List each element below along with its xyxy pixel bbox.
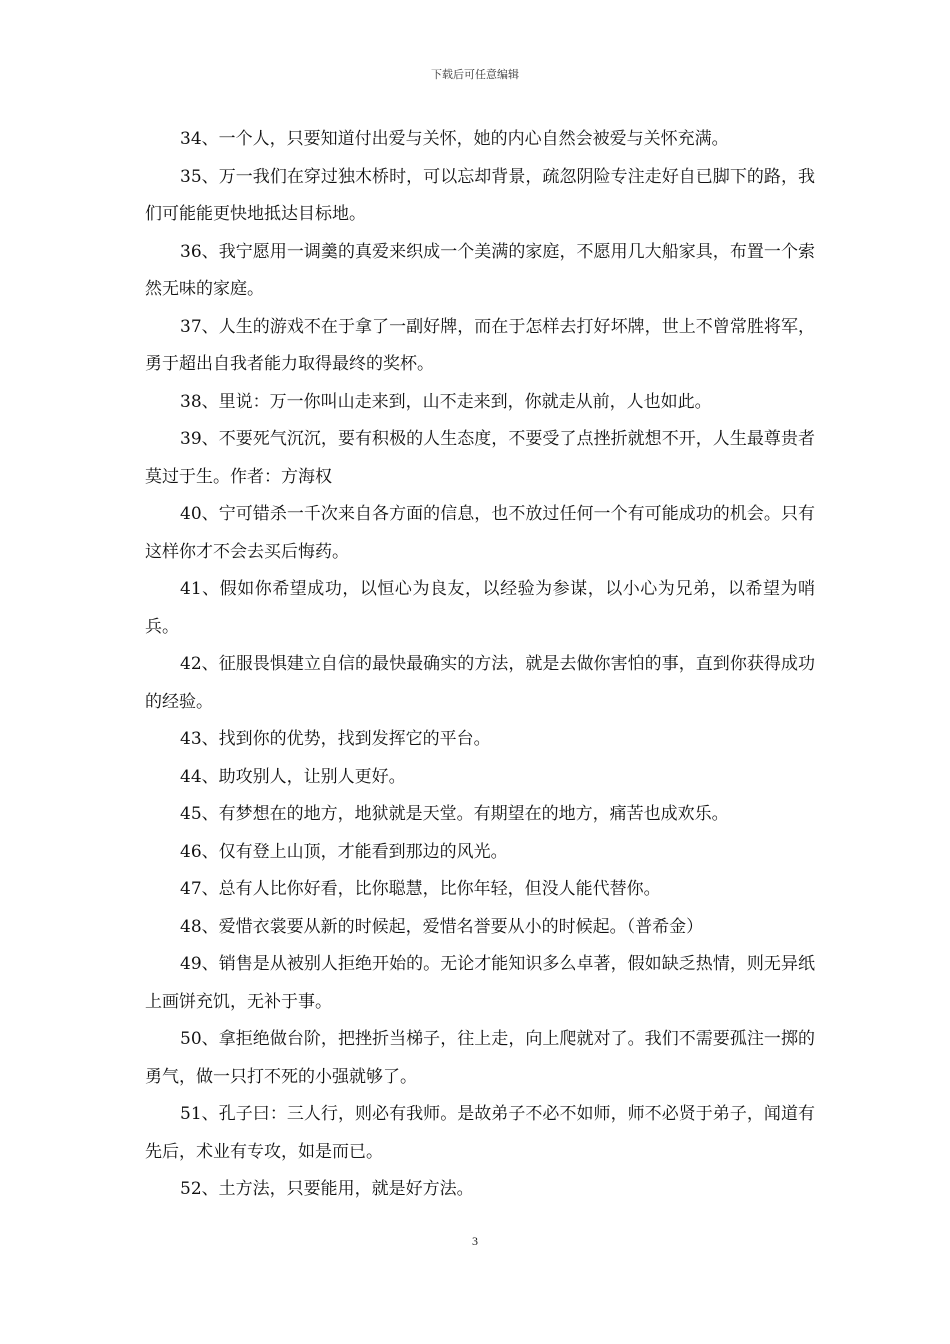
paragraph-39: 39、不要死气沉沉，要有积极的人生态度，不要受了点挫折就想不开，人生最尊贵者莫过于生。作者：方海权 [145,429,815,487]
paragraph-46: 46、仅有登上山顶，才能看到那边的风光。 [180,841,508,862]
paragraph-38: 38、里说：万一你叫山走来到，山不走来到，你就走从前，人也如此。 [180,391,712,412]
paragraph-44: 44、助攻别人，让别人更好。 [180,766,406,787]
paragraph-37: 37、人生的游戏不在于拿了一副好牌，而在于怎样去打好坏牌，世上不曾常胜将军，勇于超出自我者能力取得最终的奖杯。 [145,316,815,374]
paragraph-52: 52、土方法，只要能用，就是好方法。 [180,1179,474,1199]
paragraph-35: 35、万一我们在穿过独木桥时，可以忘却背景，疏忽阴险专注走好自已脚下的路，我们可能能更快地抵达目标地。 [145,166,815,224]
paragraph-42: 42、征服畏惧建立自信的最快最确实的方法，就是去做你害怕的事，直到你获得成功的经验。 [145,654,815,712]
paragraph-51: 51、孔子曰：三人行，则必有我师。是故弟子不必不如师，师不必贤于弟子，闻道有先后，术业有专攻，如是而已。 [145,1104,815,1162]
paragraph-36: 36、我宁愿用一调羹的真爱来织成一个美满的家庭，不愿用几大船家具，布置一个索然无味的家庭。 [145,241,815,299]
paragraph-41: 41、假如你希望成功，以恒心为良友，以经验为参谋，以小心为兄弟，以希望为哨兵。 [145,579,815,637]
paragraph-48: 48、爱惜衣裳要从新的时候起，爱惜名誉要从小的时候起。（普希金） [180,916,704,937]
page-number: 3 [472,1234,478,1248]
paragraph-49: 49、销售是从被别人拒绝开始的。无论才能知识多么卓著，假如缺乏热情，则无异纸上画饼充饥，无补于事。 [145,954,815,1012]
paragraph-43: 43、找到你的优势，找到发挥它的平台。 [180,729,491,749]
page-header: 下载后可任意编辑 [431,68,519,81]
paragraph-47: 47、总有人比你好看，比你聪慧，比你年轻，但没人能代替你。 [180,879,661,899]
paragraph-34: 34、一个人，只要知道付出爱与关怀，她的内心自然会被爱与关怀充满。 [180,129,729,149]
paragraph-40: 40、宁可错杀一千次来自各方面的信息，也不放过任何一个有可能成功的机会。只有这样你才不会去买后悔药。 [145,504,815,562]
paragraph-50: 50、拿拒绝做台阶，把挫折当梯子，往上走，向上爬就对了。我们不需要孤注一掷的勇气，做一只打不死的小强就够了。 [145,1029,815,1087]
body-text [145,121,815,1209]
paragraph-45: 45、有梦想在的地方，地狱就是天堂。有期望在的地方，痛苦也成欢乐。 [180,804,729,824]
